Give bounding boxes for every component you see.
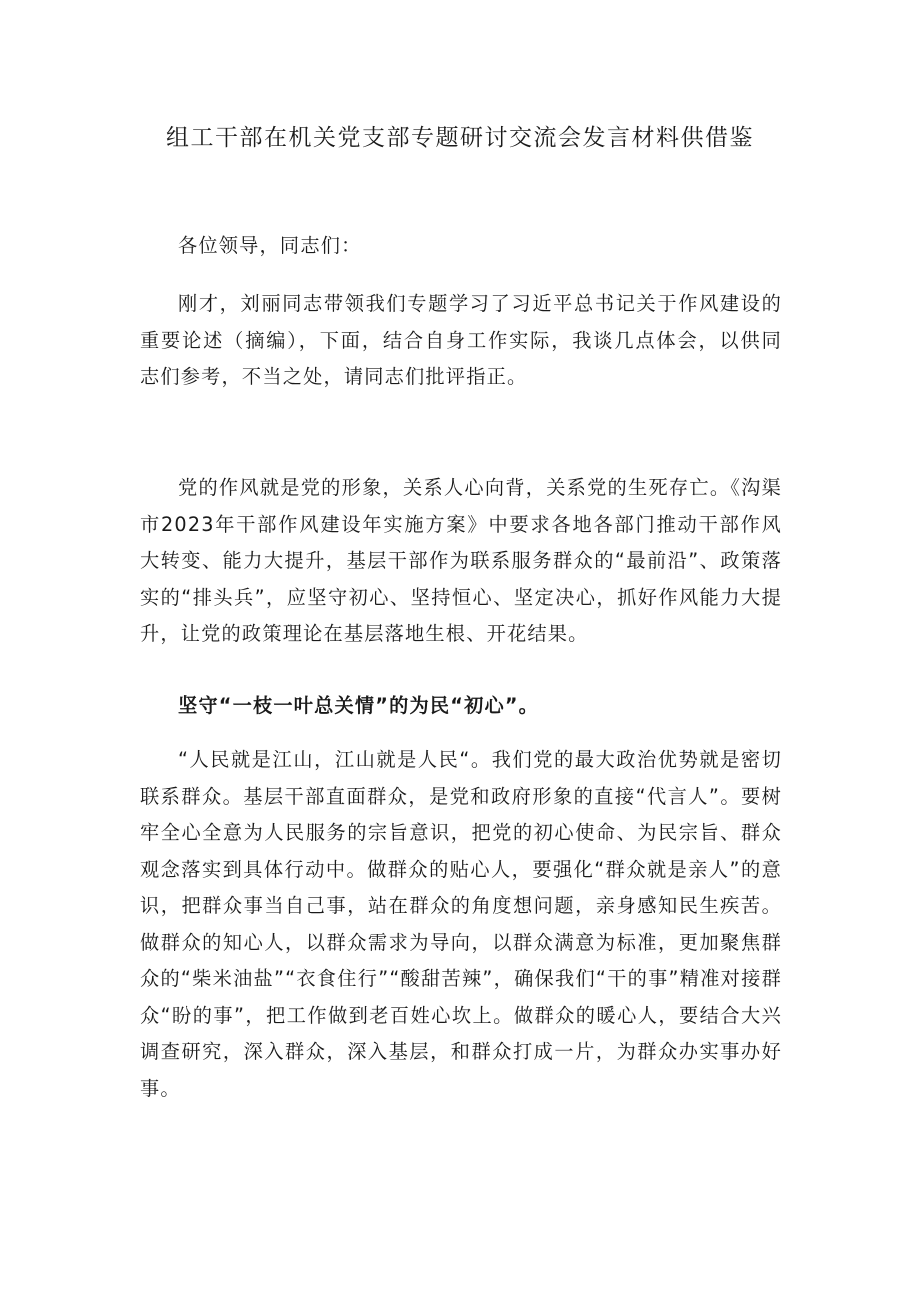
greeting: 各位领导，同志们： [178, 234, 362, 257]
section-paragraph: “人民就是江山，江山就是人民“。我们党的最大政治优势就是密切联系群众。基层干部直面群众，是党和政府形象的直接“代言人”。要树牢全心全意为人民服务的宗旨意识，把党的初心使命、为民宗旨、群众观念落实到具体行动中。做群众的贴心人，要强化“群众就是亲人”的意识，把群众事当自己事，站在群众的角度想问题，亲身感知民生疾苦。做群众的知心人，以群众需求为导向，以群众满意为标准，更加聚焦群众的“柴米油盐”“衣食住行”“酸甜苦辣”，确保我们“干的事”精准对接群众“盼的事”，把工作做到老百姓心坎上。做群众的暖心人，要结合大兴调查研究，深入群众，深入基层，和群众打成一片，为群众办实事办好事。 [140, 748, 782, 1100]
section-heading: 坚守“一枝一叶总关情”的为民“初心”。 [178, 694, 540, 717]
document-title: 组工干部在机关党支部专题研讨交流会发言材料供借鉴 [166, 125, 754, 151]
paragraph-intro: 刚才，刘丽同志带领我们专题学习了习近平总书记关于作风建设的重要论述（摘编），下面，结合自身工作实际，我谈几点体会，以供同志们参考，不当之处，请同志们批评指正。 [140, 292, 782, 388]
paragraph-context: 党的作风就是党的形象，关系人心向背，关系党的生死存亡。《沟渠市2023年干部作风建设年实施方案》中要求各地各部门推动干部作风大转变、能力大提升，基层干部作为联系服务群众的“最前沿”、政策落实的“排头兵”，应坚守初心、坚持恒心、坚定决心，抓好作风能力大提升，让党的政策理论在基层落地生根、开花结果。 [140, 476, 782, 645]
